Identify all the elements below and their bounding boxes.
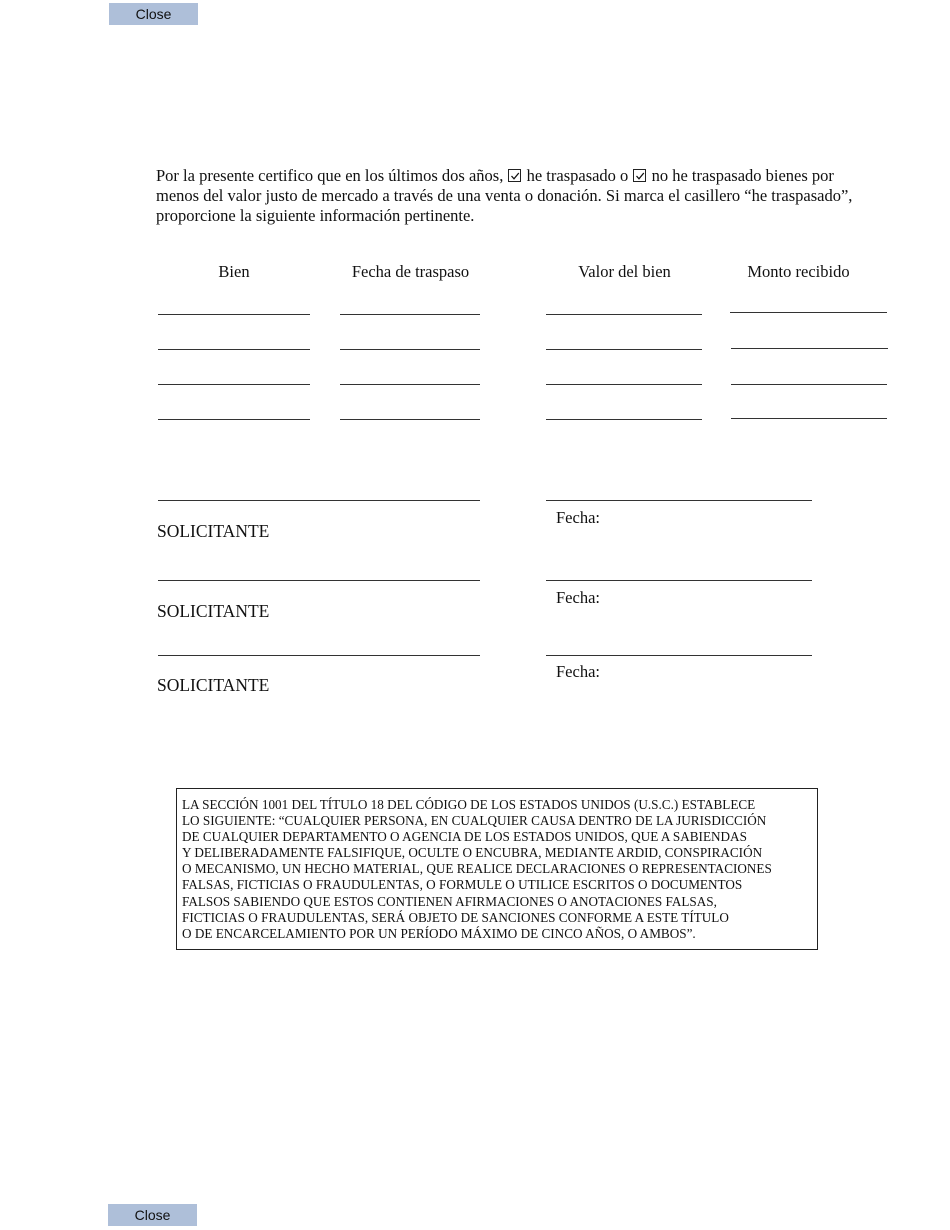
certification-text	[156, 166, 891, 226]
legal-notice-box	[176, 788, 818, 950]
signature-line[interactable]	[158, 655, 480, 656]
field-monto-2[interactable]	[731, 348, 888, 349]
checkbox-transferred[interactable]	[508, 169, 521, 182]
legal-notice-line: LO SIGUIENTE: “CUALQUIER PERSONA, EN CUALQUIER CAUSA DENTRO DE LA JURISDICCIÓN	[182, 813, 767, 829]
field-valor-2[interactable]	[546, 349, 702, 350]
field-fecha-4[interactable]	[340, 419, 480, 420]
field-valor-4[interactable]	[546, 419, 702, 420]
legal-notice-line: FALSAS, FICTICIAS O FRAUDULENTAS, O FORMULE O UTILICE ESCRITOS O DOCUMENTOS	[182, 877, 743, 893]
close-button-bottom[interactable]: Close	[108, 1204, 197, 1226]
date-line[interactable]	[546, 655, 812, 656]
field-monto-3[interactable]	[731, 384, 887, 385]
solicitante-label: SOLICITANTE	[157, 521, 270, 541]
legal-notice-line: Y DELIBERADAMENTE FALSIFIQUE, OCULTE O ENCUBRA, MEDIANTE ARDID, CONSPIRACIÓN	[182, 845, 763, 861]
field-bien-2[interactable]	[158, 349, 310, 350]
signature-line[interactable]	[158, 500, 480, 501]
legal-notice-line: FALSOS SABIENDO QUE ESTOS CONTIENEN AFIRMACIONES O ANOTACIONES FALSAS,	[182, 893, 717, 909]
solicitante-label: SOLICITANTE	[157, 601, 270, 621]
certification-part1: Por la presente certifico que en los últimos dos años,	[156, 166, 504, 185]
signature-line[interactable]	[158, 580, 480, 581]
legal-notice-line: LA SECCIÓN 1001 DEL TÍTULO 18 DEL CÓDIGO DE LOS ESTADOS UNIDOS (U.S.C.) ESTABLECE	[182, 797, 756, 812]
header-bien: Bien	[218, 262, 250, 281]
field-fecha-3[interactable]	[340, 384, 480, 385]
option-not-transferred-label: no he traspasado bienes por	[651, 166, 834, 185]
header-fecha-traspaso: Fecha de traspaso	[351, 262, 470, 281]
date-label: Fecha:	[556, 508, 600, 527]
legal-notice-line: O MECANISMO, UN HECHO MATERIAL, QUE REALICE DECLARACIONES O REPRESENTACIONES	[182, 861, 772, 877]
checkbox-not-transferred[interactable]	[633, 169, 646, 182]
solicitante-label: SOLICITANTE	[157, 675, 270, 695]
field-fecha-2[interactable]	[340, 349, 480, 350]
field-valor-3[interactable]	[546, 384, 702, 385]
field-monto-1[interactable]	[730, 312, 887, 313]
field-bien-1[interactable]	[158, 314, 310, 315]
field-fecha-1[interactable]	[340, 314, 480, 315]
date-line[interactable]	[546, 580, 812, 581]
legal-notice-line: O DE ENCARCELAMIENTO POR UN PERÍODO MÁXIMO DE CINCO AÑOS, O AMBOS”.	[182, 925, 696, 941]
legal-notice-line: FICTICIAS O FRAUDULENTAS, SERÁ OBJETO DE SANCIONES CONFORME A ESTE TÍTULO	[182, 909, 729, 925]
checkmark-icon	[510, 171, 520, 181]
date-label: Fecha:	[556, 588, 600, 607]
header-valor-bien: Valor del bien	[578, 262, 671, 281]
legal-notice-line: DE CUALQUIER DEPARTAMENTO O AGENCIA DE LOS ESTADOS UNIDOS, QUE A SABIENDAS	[182, 829, 747, 845]
field-valor-1[interactable]	[546, 314, 702, 315]
checkmark-icon	[635, 171, 645, 181]
date-label: Fecha:	[556, 662, 600, 681]
field-bien-3[interactable]	[158, 384, 310, 385]
header-monto-recibido: Monto recibido	[747, 262, 850, 281]
certification-part3: proporcione la siguiente información pertinente.	[156, 206, 475, 225]
date-line[interactable]	[546, 500, 812, 501]
certification-part2: menos del valor justo de mercado a través de una venta o donación. Si marca el casillero “he traspasado”,	[156, 186, 853, 205]
field-monto-4[interactable]	[731, 418, 887, 419]
option-transferred-label: he traspasado o	[526, 166, 629, 185]
close-button-top[interactable]: Close	[109, 3, 198, 25]
field-bien-4[interactable]	[158, 419, 310, 420]
